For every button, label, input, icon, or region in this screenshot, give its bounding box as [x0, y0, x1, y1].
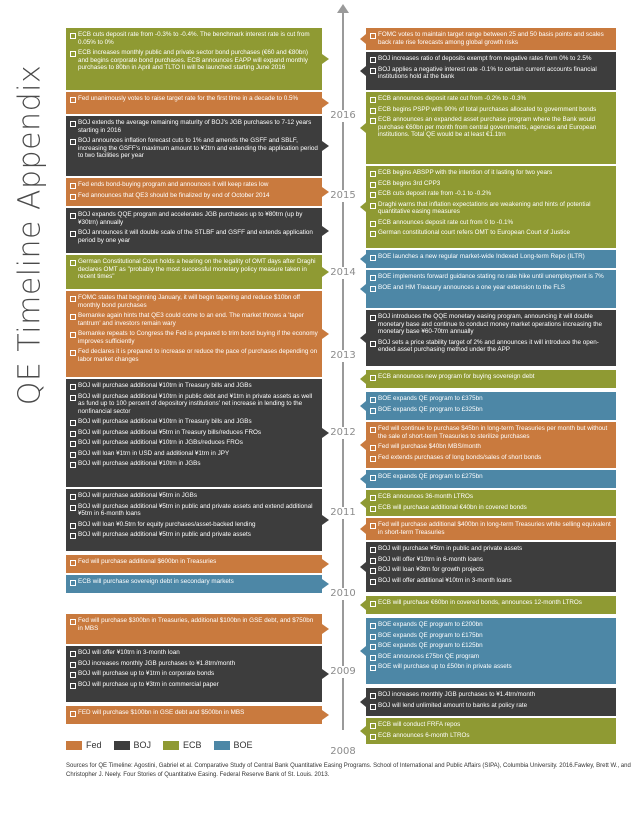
event-pointer-icon	[322, 559, 329, 569]
event-pointer-icon	[322, 54, 329, 64]
event-item: ECB announces 6-month LTROs	[370, 732, 612, 740]
event-item: German constitutional court refers OMT to European Court of Justice	[370, 229, 612, 237]
event-pointer-icon	[360, 726, 366, 736]
event-pointer-icon	[322, 329, 329, 339]
event-pointer-icon	[322, 98, 329, 108]
boj-event-block	[66, 646, 322, 702]
page-title-text: QE Timeline Appendix	[12, 64, 48, 406]
event-item: BOJ will loan ¥3trn for growth projects	[370, 566, 612, 574]
sources-note: Sources for QE Timeline: Agostini, Gabriel et al. Comparative Study of Central Bank Quantitative Easing Programs. School of International and Public Affairs (SIPA), Columbia University. 2016.Fawley, Brett W., and Christopher J. Neely. Four Stories of Quantitative Easing. Federal Reserve Bank of St. Louis. 2013.	[66, 763, 631, 778]
event-pointer-icon	[360, 498, 366, 508]
legend-label: ECB	[183, 740, 202, 750]
event-item: BOJ will loan ¥1trn in USD and additional ¥1trn in JPY	[70, 450, 318, 458]
legend-label: BOE	[233, 740, 253, 750]
event-item: Fed announces that QE3 should be finalized by end of October 2014	[70, 192, 318, 200]
event-pointer-icon	[360, 34, 366, 44]
fed-event-block	[366, 28, 616, 50]
event-item: Bernanke repeats to Congress the Fed is prepared to trim bond buying if the economy improves sufficiently	[70, 330, 318, 345]
event-item: Fed will purchase additional $600bn in Treasuries	[70, 558, 318, 566]
fed-event-block	[366, 518, 616, 540]
event-pointer-icon	[360, 66, 366, 76]
event-item: BOJ will purchase up to ¥3trn in commercial paper	[70, 681, 318, 689]
event-item: BOE expands QE program to £275bn	[370, 473, 612, 481]
ecb-event-block	[66, 28, 322, 90]
event-pointer-icon	[360, 440, 366, 450]
legend-swatch	[214, 741, 230, 750]
event-item: BOJ increases monthly JGB purchases to ¥1.8trn/month	[70, 660, 318, 668]
fed-event-block	[66, 614, 322, 644]
event-item: Bernanke again hints that QE3 could come to an end. The market throws a 'taper tantrum' and investors remain wary	[70, 312, 318, 327]
event-pointer-icon	[360, 202, 366, 212]
event-item: ECB increases monthly public and private sector bond purchases (€60 and €80bn) and begins corporate bond purchases. ECB announces EAPP will expand monthly purchases to 80bn in April and TLTO II will be launched starting June 2016	[70, 49, 318, 72]
boe-event-block	[366, 250, 616, 268]
event-pointer-icon	[360, 123, 366, 133]
year-label: 2008	[326, 746, 360, 758]
event-item: ECB announces an expanded asset purchase program where the Bank would purchase €60bn per month from central governments, agencies and European institutions. Total QE would be at least €1.1trn	[370, 116, 612, 139]
ecb-event-block	[366, 92, 616, 164]
event-item: ECB cuts deposit rate from -0.1 to -0.2%	[370, 190, 612, 198]
event-item: BOJ announces inflation forecast cuts to 1% and amends the GSFF and SBLF, increasing the GSFF's maximum amount to ¥2trn and extending the application period to two facilities per year	[70, 137, 318, 160]
event-item: BOE expands QE program to £325bn	[370, 406, 612, 414]
event-item: ECB begins 3rd CPP3	[370, 180, 612, 188]
ecb-event-block	[366, 718, 616, 744]
boe-event-block	[366, 392, 616, 420]
event-item: BOJ extends the average remaining maturity of BOJ's JGB purchases to 7-12 years starting in 2016	[70, 119, 318, 134]
event-item: ECB will conduct FRFA repos	[370, 721, 612, 729]
ecb-event-block	[366, 370, 616, 388]
event-item: BOJ increases ratio of deposits exempt from negative rates from 0% to 2.5%	[370, 55, 612, 63]
event-item: BOJ sets a price stability target of 2% and announces it will introduce the open-ended asset purchasing method under the APP	[370, 339, 612, 354]
legend-swatch	[163, 741, 179, 750]
event-item: ECB announces new program for buying sovereign debt	[370, 373, 612, 381]
event-item: BOJ will purchase additional ¥5trn in Treasury bills/reduces FROs	[70, 429, 318, 437]
event-item: BOJ will purchase additional ¥5trn in public and private assets and extend additional ¥5trn in 6-month loans	[70, 503, 318, 518]
boj-event-block	[66, 208, 322, 253]
event-item: BOJ will offer ¥10trn in 3-month loan	[70, 649, 318, 657]
event-item: BOJ will purchase additional ¥10trn in Treasury bills and JGBs	[70, 418, 318, 426]
fed-event-block	[66, 706, 322, 724]
event-item: BOJ will offer ¥10trn in 6-month loans	[370, 556, 612, 564]
event-pointer-icon	[322, 267, 329, 277]
year-label: 2009	[326, 666, 360, 678]
event-item: Fed declares it is prepared to increase or reduce the pace of purchases depending on labor market changes	[70, 348, 318, 363]
boj-event-block	[366, 310, 616, 366]
year-label: 2011	[326, 507, 360, 519]
event-item: BOE implements forward guidance stating no rate hike until unemployment is 7%	[370, 273, 612, 281]
fed-event-block	[66, 178, 322, 206]
event-pointer-icon	[360, 562, 366, 572]
event-item: BOJ introduces the QQE monetary easing program, announcing it will double monetary base and continue to conduct money market operations increasing the monetary base ¥60-70trn annually	[370, 313, 612, 336]
event-item: Draghi warns that inflation expectations are weakening and hints of potential quantitative easing measures	[370, 201, 612, 216]
year-label: 2010	[326, 588, 360, 600]
event-item: BOJ will purchase additional ¥10trn in JGBs	[70, 460, 318, 468]
event-item: BOJ will purchase additional ¥5trn in public and private assets	[70, 531, 318, 539]
event-item: ECB cuts deposit rate from -0.3% to -0.4%. The benchmark interest rate is cut from 0.05% to 0%	[70, 31, 318, 46]
ecb-event-block	[366, 490, 616, 516]
event-item: BOE expands QE program to £375bn	[370, 395, 612, 403]
event-item: Fed unanimously votes to raise target rate for the first time in a decade to 0.5%	[70, 95, 318, 103]
event-pointer-icon	[322, 515, 329, 525]
boe-event-block	[366, 618, 616, 684]
event-pointer-icon	[360, 697, 366, 707]
event-item: BOJ will purchase up to ¥1trn in corporate bonds	[70, 670, 318, 678]
event-pointer-icon	[322, 141, 329, 151]
boj-event-block	[366, 52, 616, 90]
legend-item-ecb	[163, 740, 202, 750]
event-item: Fed will purchase $300bn in Treasuries, additional $100bn in GSE debt, and $750bn in MBS	[70, 617, 318, 632]
event-pointer-icon	[322, 187, 329, 197]
event-item: Fed will purchase additional $400bn in long-term Treasuries while selling equivalent in short-term Treasuries	[370, 521, 612, 536]
event-item: ECB will purchase additional €40bn in covered bonds	[370, 504, 612, 512]
legend-label: Fed	[86, 740, 102, 750]
boj-event-block	[66, 116, 322, 176]
event-item: ECB begins ABSPP with the intention of it lasting for two years	[370, 169, 612, 177]
legend-item-fed	[66, 740, 102, 750]
fed-event-block	[66, 555, 322, 573]
event-item: Fed ends bond-buying program and announces it will keep rates low	[70, 181, 318, 189]
legend-swatch	[66, 741, 82, 750]
event-pointer-icon	[360, 474, 366, 484]
event-pointer-icon	[322, 710, 329, 720]
event-pointer-icon	[322, 428, 329, 438]
legend-item-boe	[214, 740, 253, 750]
event-pointer-icon	[322, 669, 329, 679]
event-item: BOE will purchase up to £50bn in private assets	[370, 663, 612, 671]
event-item: ECB announces deposit rate cut from 0 to -0.1%	[370, 219, 612, 227]
fed-event-block	[66, 291, 322, 377]
event-pointer-icon	[322, 579, 329, 589]
event-item: ECB will purchase sovereign debt in secondary markets	[70, 578, 318, 586]
boj-event-block	[366, 542, 616, 592]
boe-event-block	[366, 470, 616, 488]
event-item: FOMC states that beginning January, it will begin tapering and reduce $10bn off monthly bond purchases	[70, 294, 318, 309]
event-item: BOE announces £75bn QE program	[370, 653, 612, 661]
fed-event-block	[366, 422, 616, 468]
event-item: BOJ will purchase additional ¥10trn in JGBs/reduces FROs	[70, 439, 318, 447]
event-item: FOMC votes to maintain target range between 25 and 50 basis points and scales back rate rise forecasts among global growth risks	[370, 31, 612, 46]
event-item: ECB begins PSPP with 90% of total purchases allocated to government bonds	[370, 106, 612, 114]
event-item: Fed will continue to purchase $45bn in long-term Treasuries per month but without the sale of short-term Treasuries to sterilize purchases	[370, 425, 612, 440]
boe-event-block	[66, 575, 322, 593]
event-item: BOE expands QE program to £175bn	[370, 632, 612, 640]
event-item: BOE and HM Treasury announces a one year extension to the FLS	[370, 284, 612, 292]
event-item: German Constitutional Court holds a hearing on the legality of OMT days after Draghi declares OMT as "probably the most successful monetary policy measure taken in recent times"	[70, 258, 318, 281]
year-label: 2012	[326, 427, 360, 439]
boe-event-block	[366, 270, 616, 308]
event-item: BOE expands QE program to £200bn	[370, 621, 612, 629]
event-pointer-icon	[360, 646, 366, 656]
event-pointer-icon	[322, 624, 329, 634]
event-item: ECB announces deposit rate cut from -0.2% to -0.3%	[370, 95, 612, 103]
event-item: BOJ will purchase ¥5trn in public and private assets	[370, 545, 612, 553]
event-pointer-icon	[360, 333, 366, 343]
year-label: 2014	[326, 267, 360, 279]
event-item: BOJ will loan ¥0.5trn for equity purchases/asset-backed lending	[70, 521, 318, 529]
event-item: BOE launches a new regular market-wide Indexed Long-term Repo (ILTR)	[370, 253, 612, 261]
legend	[66, 739, 265, 751]
event-item: ECB will purchase €60bn in covered bonds, announces 12-month LTROs	[370, 599, 612, 607]
event-pointer-icon	[360, 524, 366, 534]
ecb-event-block	[366, 596, 616, 614]
event-item: BOJ will lend unlimited amount to banks at policy rate	[370, 702, 612, 710]
boj-event-block	[66, 489, 322, 551]
event-item: BOJ increases monthly JGB purchases to ¥1.4trn/month	[370, 691, 612, 699]
event-pointer-icon	[360, 401, 366, 411]
event-item: Fed will purchase $40bn MBS/month	[370, 443, 612, 451]
fed-event-block	[66, 92, 322, 114]
event-item: Fed extends purchases of long bonds/sales of short bonds	[370, 454, 612, 462]
event-pointer-icon	[360, 374, 366, 384]
ecb-event-block	[366, 166, 616, 248]
legend-swatch	[114, 741, 130, 750]
boj-event-block	[366, 688, 616, 716]
event-item: BOJ applies a negative interest rate -0.1% to certain current accounts financial institutions hold at the bank	[370, 66, 612, 81]
event-item: BOE expands QE program to £125bn	[370, 642, 612, 650]
year-label: 2013	[326, 350, 360, 362]
year-label: 2015	[326, 190, 360, 202]
boj-event-block	[66, 379, 322, 487]
ecb-event-block	[66, 255, 322, 289]
event-pointer-icon	[360, 254, 366, 264]
event-item: ECB announces 36-month LTROs	[370, 493, 612, 501]
event-item: BOJ will purchase additional ¥10trn in Treasury bills and JGBs	[70, 382, 318, 390]
legend-item-boj	[114, 740, 152, 750]
event-item: BOJ will purchase additional ¥10trn in public debt and ¥1trn in private assets as well as fund up to 100 percent of depository institutions' net increase in lending to the nonfinancial sector	[70, 393, 318, 416]
event-item: BOJ will offer additional ¥10trn in 3-month loans	[370, 577, 612, 585]
event-pointer-icon	[360, 600, 366, 610]
event-item: BOJ will purchase additional ¥5trn in JGBs	[70, 492, 318, 500]
event-item: FED will purchase $100bn in GSE debt and $500bn in MBS	[70, 709, 318, 717]
event-item: BOJ expands QQE program and accelerates JGB purchases up to ¥80trn (up by ¥30trn) annually	[70, 211, 318, 226]
page-title	[8, 20, 52, 450]
event-pointer-icon	[322, 226, 329, 236]
event-pointer-icon	[360, 284, 366, 294]
event-item: BOJ announces it will double scale of the STLBF and GSFF and extends application period by one year	[70, 229, 318, 244]
year-label: 2016	[326, 110, 360, 122]
legend-label: BOJ	[133, 740, 152, 750]
